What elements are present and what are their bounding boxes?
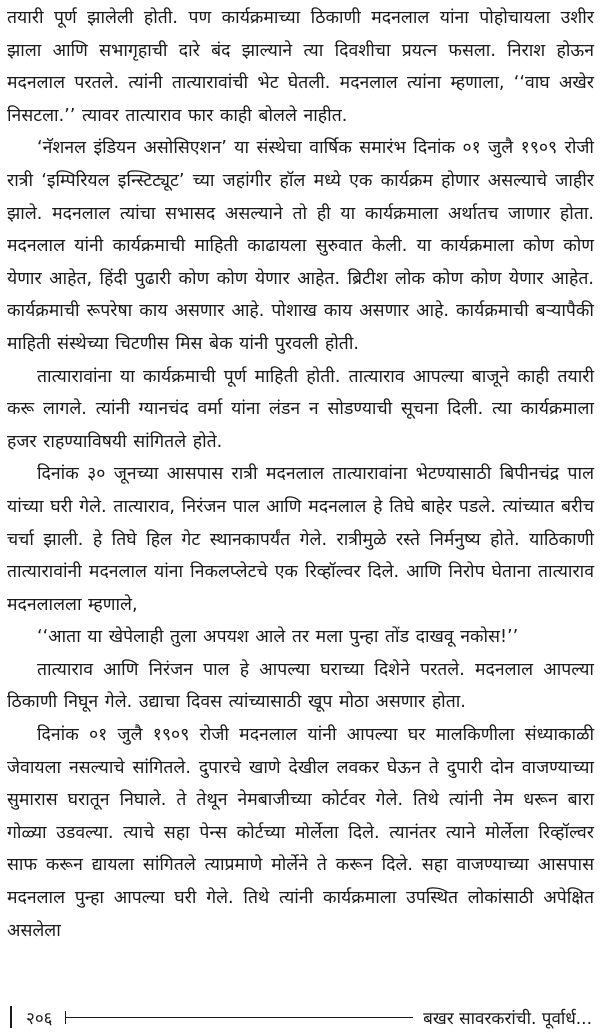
running-title: बखर सावरकरांची. पूर्वार्ध... — [423, 1008, 592, 1029]
page-footer — [10, 1004, 592, 1030]
paragraph-1: तयारी पूर्ण झालेली होती. पण कार्यक्रमाच्या ठिकाणी मदनलाल यांना पोहोचायला उशीर झाला आणि सभागृहाची दारे बंद झाल्याने त्या दिवशीचा प्रयत्न फसला. निराश होऊन मदनलाल परतले. त्यांनी तात्यारावांची भेट घेतली. मदनलाल त्यांना म्हणाला, ‘‘वाघ अखेर निसटला.’’ त्यावर तात्याराव फार काही बोलले नाहीत. — [7, 8, 594, 126]
paragraph-7: दिनांक ०१ जुलै १९०९ रोजी मदनलाल यांनी आपल्या घर मालकिणीला संध्याकाळी जेवायला नसल्याचे सांगितले. दुपारचे खाणे देखील लवकर घेऊन ते दुपारी दोन वाजण्याच्या सुमारास घरातून निघाले. ते तेथून नेमबाजीच्या कोर्टवर गेले. तिथे त्यांनी नेम धरून बारा गोळ्या उडवल्या. त्याचे सहा पेन्स कोर्टच्या मोर्लेला दिले. त्यानंतर त्याने मोर्लेला रिव्हॉल्वर साफ करून द्यायला सांगितले त्याप्रमाणे मोर्लेने ते करून दिले. सहा वाजण्याच्या आसपास मदनलाल पुन्हा आपल्या घरी गेले. तिथे त्यांनी कार्यक्रमाला उपस्थित लोकांसाठी अपेक्षित असलेला — [7, 725, 594, 941]
body-text — [7, 2, 594, 947]
quote-paragraph: ‘‘आता या खेपेलाही तुला अपयश आले तर मला पुन्हा तोंड दाखवू नकोस!’’ — [37, 627, 519, 648]
footer-rule — [65, 1017, 414, 1018]
footer-bar — [10, 1006, 12, 1028]
paragraph-6: तात्याराव आणि निरंजन पाल हे आपल्या घराच्या दिशेने परतले. मदनलाल आपल्या ठिकाणी निघून गेले. उद्याचा दिवस त्यांच्यासाठी खूप मोठा असणार होता. — [7, 659, 594, 713]
paragraph-2: ‘नॅशनल इंडियन असोसिएशन’ या संस्थेचा वार्षिक समारंभ दिनांक ०१ जुलै १९०९ रोजी रात्री ‘इम्पिरियल इन्स्टिट्यूट’ च्या जहांगीर हॉल मध्ये एक कार्यक्रम होणार असल्याचे जाहीर झाले. मदनलाल त्यांचा सभासद असल्याने तो ही या कार्यक्रमाला अर्थातच जाणार होता. मदनलाल यांनी कार्यक्रमाची माहिती काढायला सुरुवात केली. या कार्यक्रमाला कोण कोण येणार आहेत, हिंदी पुढारी कोण कोण येणार आहेत. ब्रिटीश लोक कोण कोण येणार आहेत. कार्यक्रमाची रूपरेषा काय असणार आहे. पोशाख काय असणार आहे. कार्यक्रमाची बऱ्यापैकी माहिती संस्थेच्या चिटणीस मिस बेक यांनी पुरवली होती. — [7, 138, 594, 354]
paragraph-3: तात्यारावांना या कार्यक्रमाची पूर्ण माहिती होती. तात्याराव आपल्या बाजूने काही तयारी करू लागले. त्यांनी ग्यानचंद वर्मा यांना लंडन न सोडण्याची सूचना दिली. त्या कार्यक्रमाला हजर राहण्याविषयी सांगितले होते. — [7, 366, 594, 452]
paragraph-4: दिनांक ३० जूनच्या आसपास रात्री मदनलाल तात्यारावांना भेटण्यासाठी बिपीनचंद्र पाल यांच्या घरी गेले. तात्याराव, निरंजन पाल आणि मदनलाल हे तिघे बाहेर पडले. त्यांच्यात बरीच चर्चा झाली. हे तिघे हिल गेट स्थानकापर्यंत गेले. रात्रीमुळे रस्ते निर्मनुष्य होते. याठिकाणी तात्यारावांनी मदनलाल यांना निकलप्लेटचे एक रिव्हॉल्वर दिले. आणि निरोप घेताना तात्याराव मदनलालला म्हणाले, — [7, 464, 594, 615]
page-number: २०६ — [26, 1008, 53, 1029]
